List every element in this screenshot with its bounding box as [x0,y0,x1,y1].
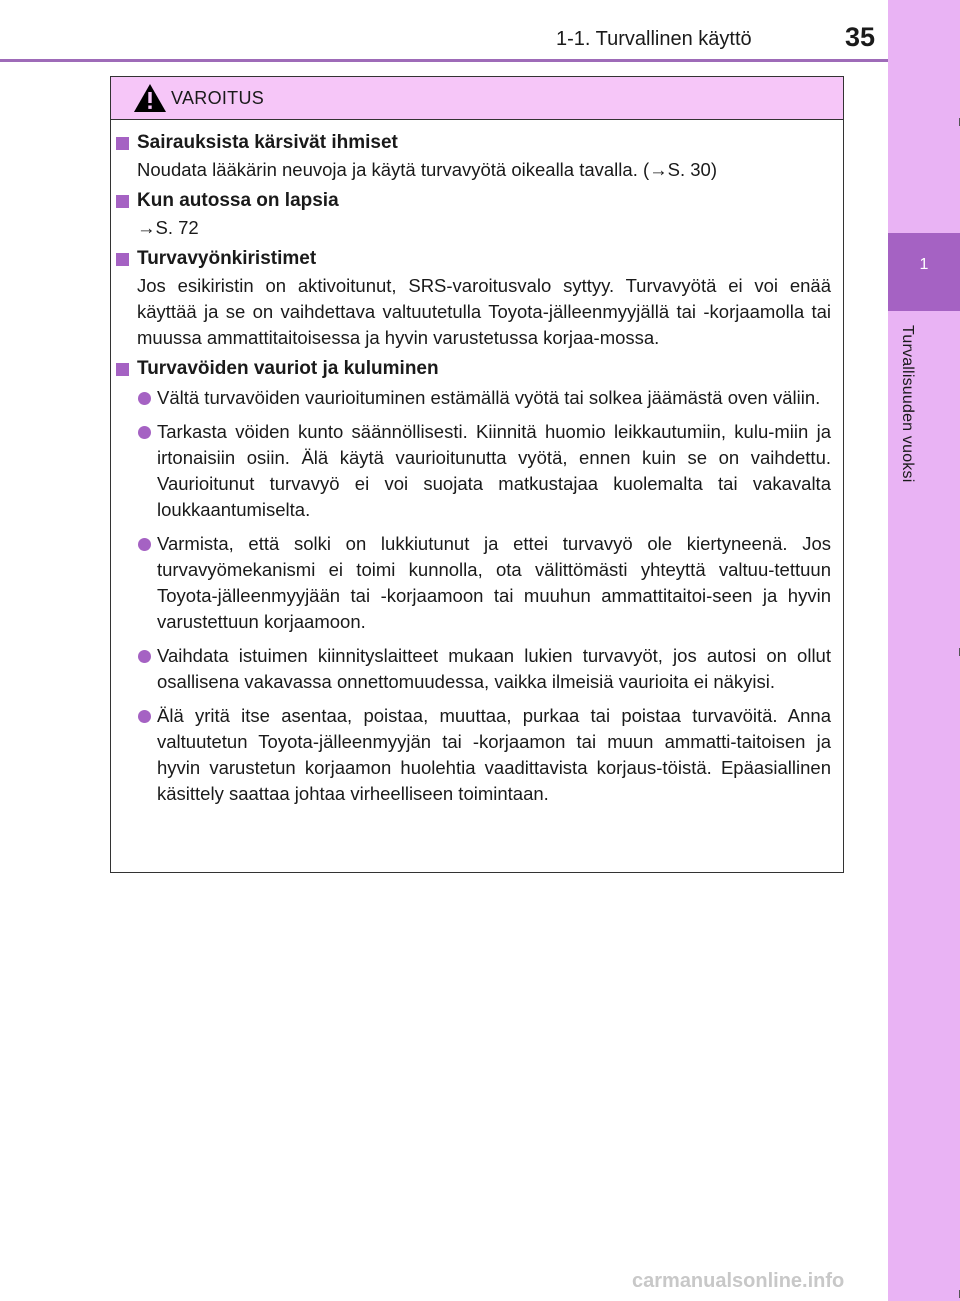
round-bullet-icon [138,650,151,663]
page-reference-link[interactable]: →S. 72 [137,217,199,238]
section-heading: Sairauksista kärsivät ihmiset [111,129,843,157]
square-bullet-icon [116,195,129,208]
section-title: 1-1. Turvallinen käyttö [556,28,752,50]
page-number: 35 [845,22,876,52]
section-belt-damage [111,355,843,807]
list-item: Varmista, että solki on lukkiutunut ja ettei turvavyö ole kiertyneenä. Jos turvavyömekanismi ei toimi kunnolla, ota välittömästi yhteyttä valtuu-tettuun Toyota-jälleenmyyjään tai -korjaamoon tai muuhun ammattitaitoi-seen ja hyvin varustettuun korjaamoon. [111,531,843,635]
list-item: Vältä turvavöiden vaurioituminen estämällä vyötä tai solkea jäämästä oven väliin. [111,385,843,411]
round-bullet-icon [138,710,151,723]
section-illness [111,129,843,183]
section-text: Noudata lääkärin neuvoja ja käytä turvavyötä oikealla tavalla. (→S. 30) [137,159,717,180]
section-pretensioners [111,245,843,351]
section-children [111,187,843,241]
side-tab [888,0,960,1301]
square-bullet-icon [116,137,129,150]
section-text: Jos esikiristin on aktivoitunut, SRS-varoitusvalo syttyy. Turvavyötä ei voi enää käyttää ja se on vaihdettava valtuutetulla Toyota-jälleenmyyjällä tai -korjaamolla tai muussa ammattitaitoisessa ja hyvin varustetussa korjaa-mossa. [137,275,831,348]
warning-triangle-icon [133,83,167,113]
square-bullet-icon [116,363,129,376]
section-heading: Turvavöiden vauriot ja kuluminen [111,355,843,383]
list-item: Tarkasta vöiden kunto säännöllisesti. Kiinnitä huomio leikkautumiin, kulu-miin ja irtonaisiin osiin. Älä käytä vaurioitunutta vyötä, ennen kuin se on vaihdettu. Vaurioitunut turvavyö ei voi suojata matkustajaa kuolemalta tai vakavalta loukkaantumiselta. [111,419,843,523]
watermark: carmanualsonline.info [632,1270,845,1292]
warning-content [111,129,843,815]
warning-header [111,77,843,120]
round-bullet-icon [138,538,151,551]
warning-label: VAROITUS [171,88,265,108]
square-bullet-icon [116,253,129,266]
round-bullet-icon [138,392,151,405]
header-divider [0,59,888,62]
list-item: Vaihdata istuimen kiinnityslaitteet mukaan lukien turvavyöt, jos autosi on ollut osallisena vakavassa onnettomuudessa, vaikka ilmeisiä vaurioita ei näkyisi. [111,643,843,695]
section-heading: Kun autossa on lapsia [111,187,843,215]
section-heading: Turvavyönkiristimet [111,245,843,273]
chapter-number: 1 [919,256,929,273]
list-item: Älä yritä itse asentaa, poistaa, muuttaa, purkaa tai poistaa turvavöitä. Anna valtuutetun Toyota-jälleenmyyjän tai -korjaamon tai muun ammatti-taitoisen ja hyvin varustetun korjaamon huolehtia vaadittavista korjaus-töistä. Epäasiallinen käsittely saattaa johtaa virheelliseen toimintaan. [111,703,843,807]
round-bullet-icon [138,426,151,439]
chapter-label: Turvallisuuden vuoksi [899,325,916,483]
warning-box [110,76,844,873]
